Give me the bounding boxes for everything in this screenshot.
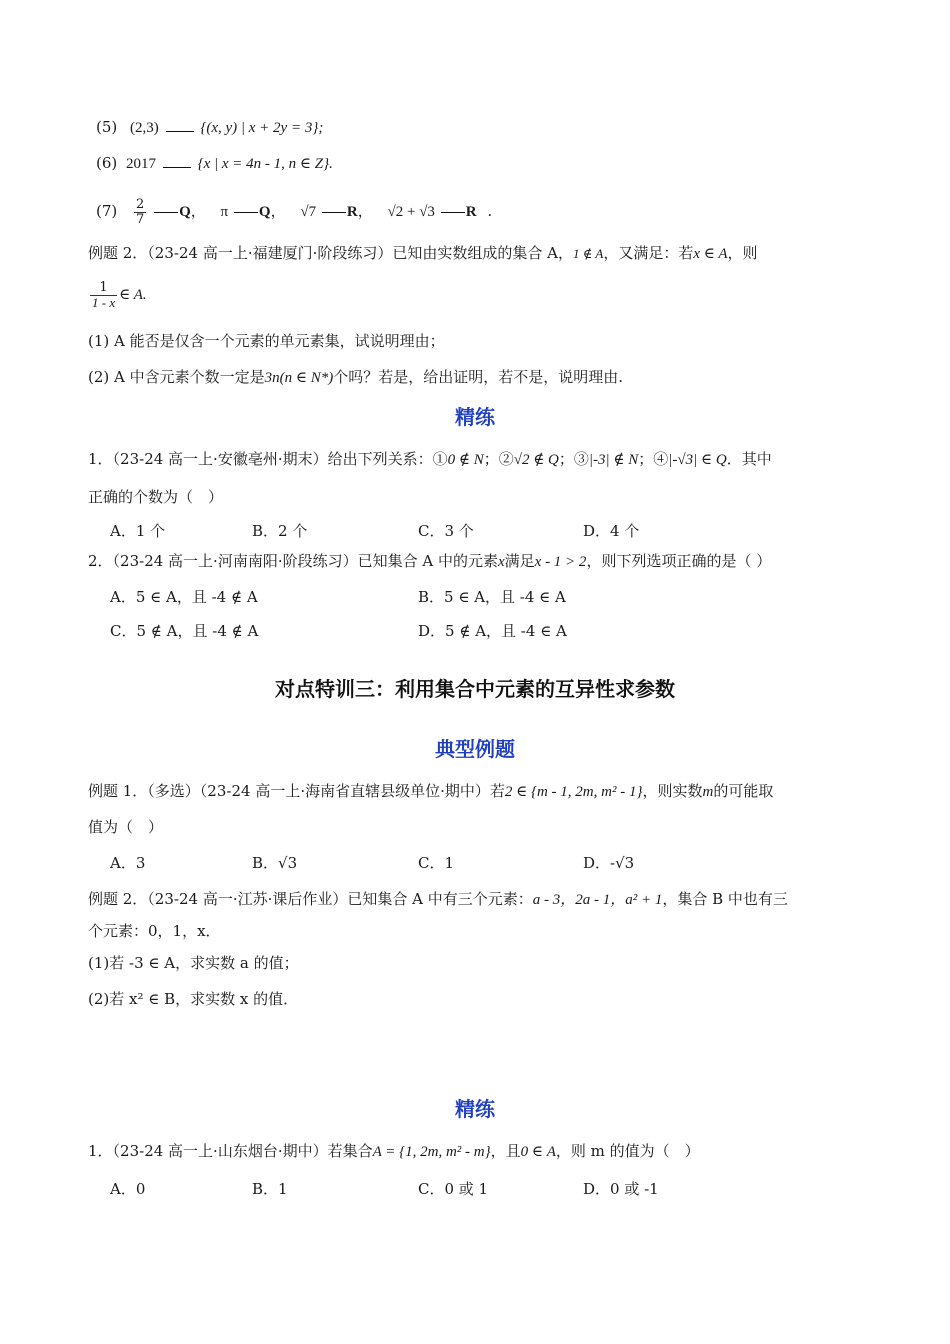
option-d: D．-√3 bbox=[583, 854, 635, 872]
example-2-line-1 bbox=[88, 242, 758, 265]
question-text: 例题 1．（多选）（23-24 高一上·海南省直辖县级单位·期中）若 bbox=[88, 782, 505, 800]
e2-q2: (2)若 x² ∈ B，求实数 x 的值． bbox=[88, 990, 299, 1008]
practice-1-line-2: 正确的个数为（ ） bbox=[88, 488, 224, 506]
question-text: 1．（23-24 高一上·安徽亳州·期末）给出下列关系：① bbox=[88, 450, 448, 468]
e2-q1: (1)若 -3 ∈ A，求实数 a 的值； bbox=[88, 954, 299, 972]
item-7: (7) $\frac{2}{7}$ Q， π Q， √7 R， √2 + √3 R . bbox=[96, 196, 493, 227]
practice-2-line-1 bbox=[88, 550, 771, 573]
relation-2: √2 ∉ Q bbox=[513, 452, 559, 468]
item-5 bbox=[96, 116, 323, 139]
e1-line-2: 值为（ ） bbox=[88, 818, 164, 836]
example-2-line-2 bbox=[88, 276, 147, 313]
e1-line-1 bbox=[88, 780, 773, 803]
question-text: ；④ bbox=[638, 450, 669, 468]
option-c: C．5 ∉ A，且 -4 ∉ A bbox=[110, 622, 259, 640]
example-2-q2 bbox=[88, 366, 623, 389]
option-d: D．4 个 bbox=[583, 522, 640, 540]
item-5-label: (5) bbox=[96, 118, 118, 136]
set-r: R bbox=[465, 204, 477, 220]
item-6-label: (6) bbox=[96, 154, 118, 172]
variable: m bbox=[702, 784, 714, 800]
example-2-text: 例题 2．（23-24 高一上·福建厦门·阶段练习）已知由实数组成的集合 A， bbox=[88, 244, 573, 262]
item-6 bbox=[96, 152, 333, 175]
example-2-text: ，又满足：若 bbox=[603, 244, 694, 262]
option-b: B．1 bbox=[252, 1180, 288, 1198]
answer-blank bbox=[322, 200, 346, 213]
question-text: ；③ bbox=[558, 450, 589, 468]
question-text: 的可能取 bbox=[713, 782, 774, 800]
option-b: B．2 个 bbox=[252, 522, 308, 540]
question-text: ，则下列选项正确的是（ ） bbox=[586, 552, 772, 570]
sqrt-sum: √2 + √3 bbox=[387, 204, 435, 220]
sqrt-seven: √7 bbox=[300, 204, 317, 220]
item-7-label: (7) bbox=[96, 202, 118, 220]
point-value: (2,3) bbox=[130, 120, 159, 136]
answer-blank bbox=[163, 153, 191, 168]
option-b: B．5 ∈ A，且 -4 ∈ A bbox=[418, 588, 566, 606]
period: . bbox=[487, 202, 493, 220]
question-text: 例题 2．（23-24 高一·江苏·课后作业）已知集合 A 中有三个元素： bbox=[88, 890, 533, 908]
option-b: B．√3 bbox=[252, 854, 298, 872]
question-text: ．其中 bbox=[726, 450, 772, 468]
example-2-text: ，则 bbox=[727, 244, 758, 262]
answer-blank bbox=[441, 200, 465, 213]
e2-line-1 bbox=[88, 888, 788, 911]
option-c: C．3 个 bbox=[418, 522, 474, 540]
section-title-typical-examples: 典型例题 bbox=[435, 737, 515, 761]
fraction bbox=[90, 281, 117, 310]
variable: x bbox=[497, 554, 505, 570]
question-text: ，则 m 的值为（ ） bbox=[555, 1142, 700, 1160]
relation-3: |-3| ∉ N bbox=[588, 452, 639, 468]
fraction-denominator: 1 - x bbox=[92, 294, 116, 310]
answer-blank bbox=[166, 117, 194, 132]
option-c: C．1 bbox=[418, 854, 455, 872]
number-value: 2017 bbox=[126, 156, 157, 172]
question-text: 满足 bbox=[504, 552, 535, 570]
fraction-numerator: 2 bbox=[136, 196, 145, 212]
question-text: ，则实数 bbox=[642, 782, 703, 800]
section-title-practice-2: 精练 bbox=[455, 1097, 495, 1121]
relation-1: 0 ∉ N bbox=[447, 452, 484, 468]
condition: 2 ∈ {m - 1, 2m, m² - 1} bbox=[504, 784, 643, 800]
option-a: A．0 bbox=[110, 1180, 146, 1198]
condition: 1 ∉ A bbox=[572, 246, 604, 261]
condition: 0 ∈ A bbox=[520, 1144, 556, 1160]
membership: ∈ A. bbox=[119, 287, 147, 303]
set-q: Q bbox=[179, 204, 191, 220]
fraction-denominator: 7 bbox=[136, 211, 145, 227]
elements: a - 3，2a - 1，a² + 1 bbox=[532, 892, 663, 908]
section-title-practice: 精练 bbox=[455, 405, 495, 429]
option-a: A．5 ∈ A，且 -4 ∉ A bbox=[110, 588, 258, 606]
question-text: (2) A 中含元素个数一定是 bbox=[88, 368, 265, 386]
option-d: D．0 或 -1 bbox=[583, 1180, 659, 1198]
question-text: 1．（23-24 高一上·山东烟台·期中）若集合 bbox=[88, 1142, 373, 1160]
option-c: C．0 或 1 bbox=[418, 1180, 489, 1198]
e2-line-2: 个元素：0，1，x． bbox=[88, 922, 221, 940]
answer-blank bbox=[234, 200, 258, 213]
example-2-q1: (1) A 能否是仅含一个元素的单元素集，试说明理由； bbox=[88, 332, 445, 350]
practice-1-line-1 bbox=[88, 448, 772, 471]
pi-symbol: π bbox=[220, 204, 229, 220]
set-expression: {(x, y) | x + 2y = 3}; bbox=[200, 120, 324, 136]
question-text: ，集合 B 中也有三 bbox=[662, 890, 788, 908]
option-a: A．3 bbox=[110, 854, 146, 872]
set-r: R bbox=[346, 204, 358, 220]
expression: 3n(n ∈ N*) bbox=[264, 370, 334, 386]
condition: x - 1 > 2 bbox=[534, 554, 587, 570]
option-a: A．1 个 bbox=[110, 522, 166, 540]
section-title-special-training: 对点特训三：利用集合中元素的互异性求参数 bbox=[275, 677, 675, 701]
option-d: D．5 ∉ A，且 -4 ∈ A bbox=[418, 622, 567, 640]
condition: x ∈ A bbox=[693, 246, 728, 262]
fraction bbox=[134, 198, 146, 227]
p3-line-1 bbox=[88, 1140, 700, 1163]
set-definition: A = {1, 2m, m² - m} bbox=[372, 1144, 491, 1160]
fraction-numerator: 1 bbox=[90, 281, 117, 296]
question-text: 个吗？若是，给出证明，若不是，说明理由. bbox=[333, 368, 624, 386]
relation-4: |-√3| ∈ Q bbox=[668, 452, 727, 468]
question-text: ，且 bbox=[490, 1142, 521, 1160]
question-text: 2．（23-24 高一上·河南南阳·阶段练习）已知集合 A 中的元素 bbox=[88, 552, 498, 570]
set-q: Q bbox=[258, 204, 271, 220]
set-expression: {x | x = 4n - 1, n ∈ Z}. bbox=[197, 156, 333, 172]
question-text: ；② bbox=[483, 450, 514, 468]
answer-blank bbox=[154, 200, 178, 213]
